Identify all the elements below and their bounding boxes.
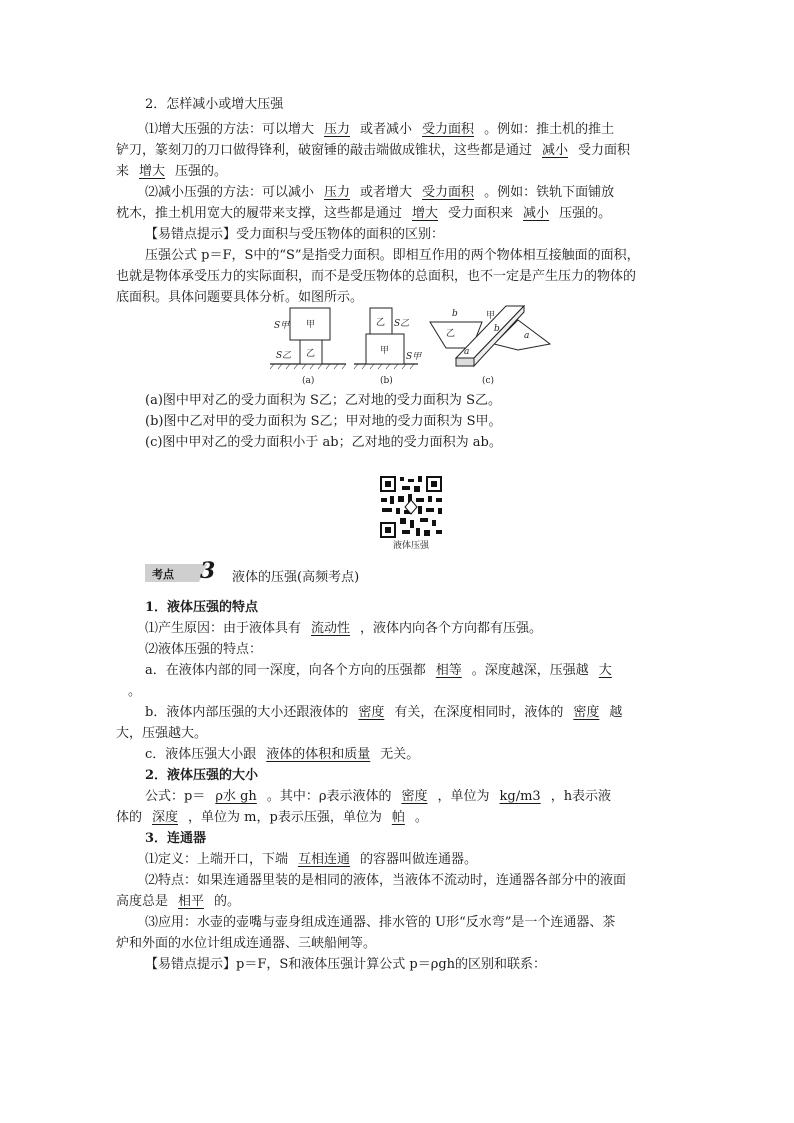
paragraph-line: 铲刀，篆刻刀的刀口做得锋利，破窗锤的敲击端做成锥状，这些都是通过 减小 受力面积 xyxy=(116,143,631,158)
tip-heading: 【易错点提示】受力面积与受压物体的面积的区别： xyxy=(145,227,445,242)
answer-blank: 相平 xyxy=(178,894,205,909)
answer-blank: 增大 xyxy=(412,206,439,221)
figure-caption-a: (a) xyxy=(302,376,315,386)
answer-blank: 大 xyxy=(598,663,612,678)
paragraph-line: 高度总是 相平 的。 xyxy=(116,894,241,909)
paragraph-line: a．在液体内部的同一深度，向各个方向的压强都 相等 。深度越深，压强越 大 xyxy=(145,662,711,679)
figure-c xyxy=(430,306,550,386)
figure-caption-b: (b) xyxy=(380,376,393,386)
answer-blank: 流动性 xyxy=(311,621,351,636)
qr-code-caption: 液体压强 xyxy=(392,541,429,551)
answer-blank: 压力 xyxy=(324,185,351,200)
section-heading: 1．液体压强的特点 xyxy=(145,600,259,615)
figure-explanation: (c)图中甲对乙的受力面积小于 ab；乙对地的受力面积为 ab。 xyxy=(145,435,502,450)
paragraph-line: 体的 深度 ，单位为 m，p表示压强，单位为 帕 。 xyxy=(116,810,428,825)
answer-blank: 互相连通 xyxy=(298,852,351,867)
answer-blank: 相等 xyxy=(435,663,462,678)
figure-explanation: (a)图中甲对乙的受力面积为 S乙；乙对地的受力面积为 S乙。 xyxy=(145,393,501,408)
paragraph-line: ⑶应用：水壶的壶嘴与壶身组成连通器、排水管的 U形“反水弯”是一个连通器、茶 xyxy=(145,915,616,930)
figure-a xyxy=(270,308,346,386)
figure-label: a xyxy=(464,347,470,357)
figure-label: b xyxy=(494,324,500,334)
figure-label: 乙 xyxy=(446,329,456,339)
figure-caption-c: (c) xyxy=(482,376,495,386)
section-heading: 2．怎样减小或增大压强 xyxy=(145,97,284,112)
answer-blank: 压力 xyxy=(324,122,351,137)
answer-blank: 液体的体积和质量 xyxy=(266,747,371,762)
answer-blank: 增大 xyxy=(139,164,166,179)
paragraph-line: 底面积。具体问题要具体分析。如图所示。 xyxy=(116,290,364,305)
paragraph-line: 枕木，推土机用宽大的履带来支撑，这些都是通过 增大 受力面积来 减小 压强的。 xyxy=(116,206,612,221)
figure-label: S乙 xyxy=(276,351,292,361)
figure-label: b xyxy=(452,309,458,319)
figure-label: 甲 xyxy=(380,346,390,356)
paragraph-line: 大，压强越大。 xyxy=(116,726,208,741)
paragraph-line: 炉和外面的水位计组成连通器、三峡船闸等。 xyxy=(116,936,377,951)
paragraph-increase-pressure: ⑴增大压强的方法：可以增大 压力 或者减小 受力面积 。例如：推土机的推土 xyxy=(145,122,615,137)
qr-code-image[interactable] xyxy=(378,474,444,540)
figure-explanation: (b)图中乙对甲的受力面积为 S乙；甲对地的受力面积为 S甲。 xyxy=(145,414,502,429)
answer-blank: 减小 xyxy=(523,206,550,221)
paragraph-line: b．液体内部压强的大小还跟液体的 密度 有关，在深度相同时，液体的 密度 越 xyxy=(145,705,623,720)
answer-blank: 帕 xyxy=(391,810,405,825)
figure-label: 乙 xyxy=(306,349,316,359)
paragraph-line: 也就是物体承受压力的实际面积，而不是受压物体的总面积，也不一定是产生压力的物体的 xyxy=(116,269,637,284)
kaodian-number: 3 xyxy=(200,558,216,584)
paragraph-line: 压强公式 p＝F，S中的“S”是指受力面积。即相互作用的两个物体相互接触面的面积， xyxy=(145,248,640,263)
figure-b xyxy=(354,308,422,386)
pressure-area-figure xyxy=(268,304,558,390)
answer-blank: 减小 xyxy=(542,143,569,158)
answer-blank: 受力面积 xyxy=(422,122,475,137)
figure-label: S乙 xyxy=(394,319,410,329)
paragraph-line: 。 xyxy=(128,684,142,699)
answer-blank: 密度 xyxy=(358,705,385,720)
kaodian-title: 液体的压强(高频考点) xyxy=(232,570,360,585)
paragraph-line: c．液体压强大小跟 液体的体积和质量 无关。 xyxy=(145,747,420,762)
figure-label: S甲 xyxy=(274,321,290,331)
figure-label: S甲 xyxy=(406,352,422,362)
section-heading: 3．连通器 xyxy=(145,831,207,846)
answer-blank: 密度 xyxy=(573,705,600,720)
kaodian-label: 考点 xyxy=(152,568,174,581)
answer-blank: 受力面积 xyxy=(422,185,475,200)
answer-blank: kg/m3 xyxy=(499,789,541,804)
answer-blank: 深度 xyxy=(152,810,179,825)
paragraph-line: 来 增大 压强的。 xyxy=(116,164,228,179)
figure-label: 甲 xyxy=(486,311,496,321)
paragraph-line: ⑵液体压强的特点： xyxy=(145,642,263,657)
tip-heading: 【易错点提示】p＝F，S和液体压强计算公式 p＝ρgh的区别和联系： xyxy=(145,957,547,972)
paragraph-line: 公式：p＝ ρ水 gh 。其中：ρ表示液体的 密度 ，单位为 kg/m3 ，h表示液 xyxy=(145,789,612,804)
figure-label: a xyxy=(524,331,530,341)
figure-label: 甲 xyxy=(306,320,316,330)
answer-blank: ρ水 gh xyxy=(215,789,257,804)
paragraph-line: ⑴定义：上端开口，下端 互相连通 的容器叫做连通器。 xyxy=(145,852,478,867)
paragraph-decrease-pressure: ⑵减小压强的方法：可以减小 压力 或者增大 受力面积 。例如：铁轨下面铺放 xyxy=(145,185,615,200)
paragraph-line: ⑴产生原因：由于液体具有 流动性 ，液体内向各个方向都有压强。 xyxy=(145,621,543,636)
answer-blank: 密度 xyxy=(401,789,428,804)
paragraph-line: ⑵特点：如果连通器里装的是相同的液体，当液体不流动时，连通器各部分中的液面 xyxy=(145,873,627,888)
section-heading: 2．液体压强的大小 xyxy=(145,768,259,783)
figure-label: 乙 xyxy=(376,318,386,328)
